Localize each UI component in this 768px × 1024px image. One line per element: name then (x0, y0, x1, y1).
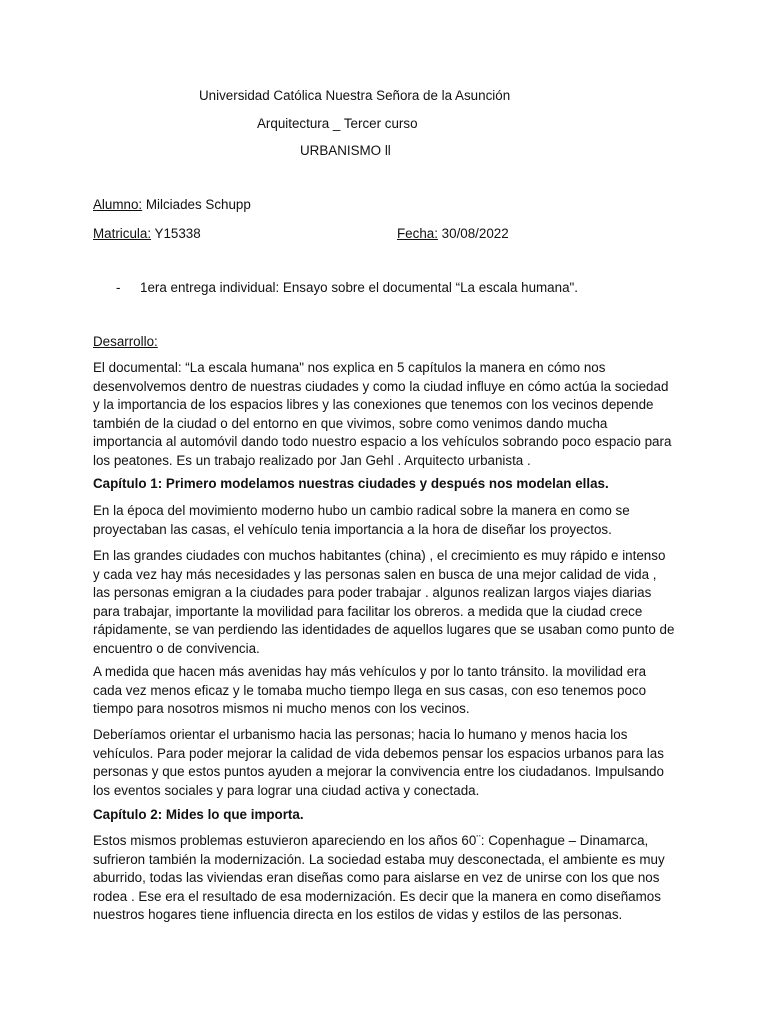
university-title: Universidad Católica Nuestra Señora de la Asunción (199, 88, 511, 103)
chapter-1-title: Capítulo 1: Primero modelamos nuestras ciudades y después nos modelan ellas. (93, 476, 609, 491)
chapter-1-paragraph-4: Deberíamos orientar el urbanismo hacia las personas; hacia lo humano y menos hacia los vehículos. Para poder mejorar la calidad de vida debemos pensar los espacios urbanos para las personas y que estos puntos ayuden a mejorar la convivencia entre los ciudadanos. Impulsando los eventos sociales y para lograr una ciudad activa y conectada. (93, 727, 664, 798)
chapter-1-paragraph-2: En las grandes ciudades con muchos habitantes (china) , el crecimiento es muy rápido e intenso y cada vez hay más necesidades y las personas salen en busca de una mejor calidad de vida , las personas emigran a la ciudades para poder trabajar . algunos realizan largos viajes diarias para trabajar, importante la movilidad para facilitar los obreros. a medida que la ciudad crece rápidamente, se van perdiendo las identidades de aquellos lugares que se usaban como punto de encuentro o de convivencia. (93, 548, 675, 656)
student-id-row (93, 225, 201, 243)
chapter-1-paragraph-3: A medida que hacen más avenidas hay más vehículos y por lo tanto tránsito. la movilidad era cada vez menos eficaz y le tomaba mucho tiempo llega en sus casas, con eso tenemos poco tiempo para nosotros mismos ni mucho menos con los vecinos. (93, 664, 647, 716)
student-id-label: Matricula: (93, 226, 152, 241)
student-name-row (93, 196, 251, 214)
date-label: Fecha: (397, 226, 438, 241)
chapter-2-title: Capítulo 2: Mides lo que importa. (93, 807, 304, 822)
date-value: 30/08/2022 (441, 226, 509, 241)
student-name: Milciades Schupp (145, 197, 251, 212)
assignment-bullet: - (116, 280, 121, 295)
chapter-2-paragraph-1: Estos mismos problemas estuvieron apareciendo en los años 60¨: Copenhague – Dinamarca, sufrieron también la modernización. La sociedad estaba muy desconectada, el ambiente es muy aburrido, todas las viviendas eran diseñas como para aislarse en vez de unirse con los que nos rodea . Ese era el resultado de esa modernización. Es decir que la manera en como diseñamos nuestros hogares tiene influencia directa en los estilos de vidas y estilos de las personas. (93, 833, 665, 922)
student-name-label: Alumno: (93, 197, 143, 212)
course-title: URBANISMO ll (300, 143, 391, 158)
career-subtitle: Arquitectura _ Tercer curso (257, 116, 418, 131)
section-heading: Desarrollo: (93, 334, 158, 349)
student-id: Y15338 (154, 226, 201, 241)
chapter-1-paragraph-1: En la época del movimiento moderno hubo un cambio radical sobre la manera en como se proyectaban las casas, el vehículo tenia importancia a la hora de diseñar los proyectos. (93, 503, 630, 537)
date-row (397, 225, 509, 243)
intro-paragraph: El documental: “La escala humana" nos explica en 5 capítulos la manera en cómo nos desenvolvemos dentro de nuestras ciudades y como la ciudad influye en cómo actúa la sociedad y la importancia de los espacios libres y las conexiones que tenemos con los vecinos depende también de la ciudad o del entorno en que vivimos, sobre como venimos dando mucha importancia al automóvil dando todo nuestro espacio a los vehículos sobrando poco espacio para los peatones. Es un trabajo realizado por Jan Gehl . Arquitecto urbanista . (93, 360, 672, 468)
assignment-text: 1era entrega individual: Ensayo sobre el documental “La escala humana". (140, 280, 578, 295)
